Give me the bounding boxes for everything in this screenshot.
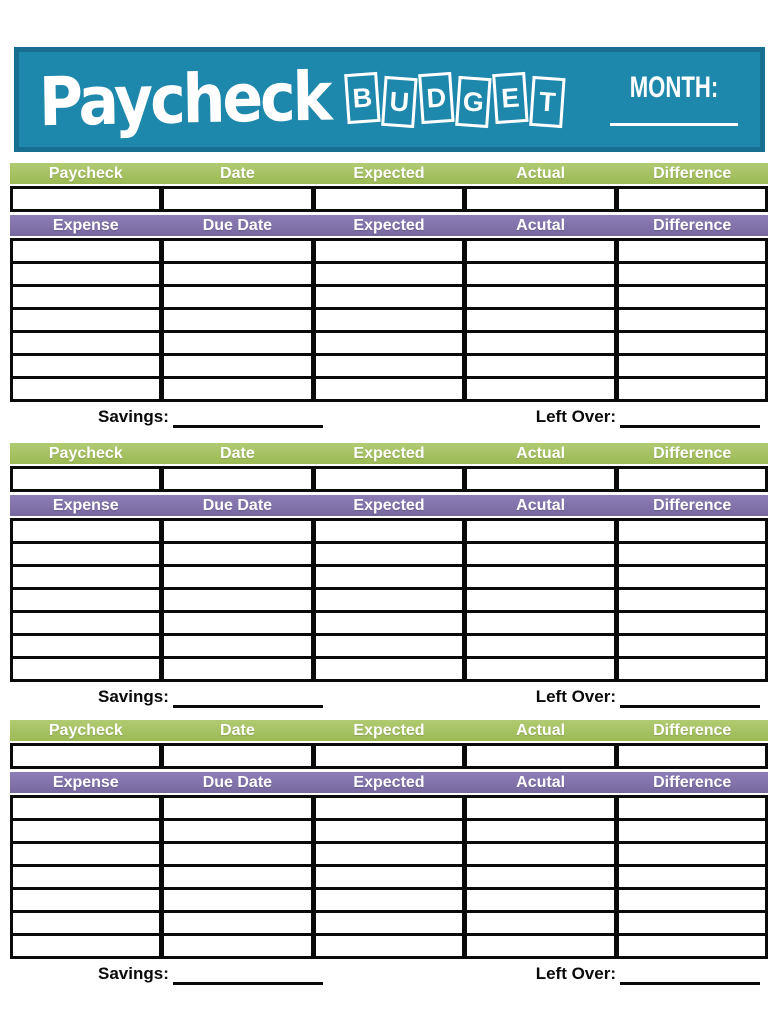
blank-cell	[13, 189, 159, 209]
column-header-actual: Actual	[516, 164, 566, 182]
blank-cell	[316, 310, 462, 330]
savings-label: Savings:	[98, 407, 169, 426]
paycheck-header-row	[10, 443, 768, 464]
blank-cell	[164, 310, 310, 330]
blank-cell	[316, 356, 462, 376]
column-header-paycheck: Paycheck	[48, 721, 123, 739]
column-header-actual: Actual	[516, 444, 566, 462]
blank-cell	[13, 544, 159, 564]
blank-cell	[316, 798, 462, 818]
blank-cell	[13, 356, 159, 376]
column-header-difference: Difference	[653, 773, 732, 791]
blank-cell	[467, 890, 613, 910]
column-header-due-date: Due Date	[202, 496, 273, 514]
blank-cell	[467, 844, 613, 864]
blank-cell	[164, 356, 310, 376]
budget-letter-tile: B	[344, 71, 380, 123]
blank-cell	[164, 659, 310, 679]
budget-letter-tile: D	[418, 71, 454, 123]
budget-letter-tile: E	[492, 71, 528, 123]
blank-cell	[619, 521, 765, 541]
blank-cell	[164, 913, 310, 933]
blank-cell	[13, 821, 159, 841]
blank-cell	[619, 241, 765, 261]
column-header-difference: Difference	[653, 216, 732, 234]
savings-blank-line	[173, 693, 323, 708]
blank-cell	[13, 567, 159, 587]
blank-cell	[13, 310, 159, 330]
budget-letter-tile: T	[529, 75, 565, 127]
expense-table	[10, 518, 768, 682]
column-header-expense: Expense	[52, 773, 119, 791]
blank-cell	[164, 636, 310, 656]
blank-cell	[316, 821, 462, 841]
blank-cell	[13, 936, 159, 956]
blank-cell	[467, 521, 613, 541]
month-label: MONTH:	[629, 69, 719, 103]
blank-cell	[316, 867, 462, 887]
column-header-date: Date	[220, 164, 255, 182]
column-header-date: Date	[220, 721, 255, 739]
blank-cell	[467, 333, 613, 353]
blank-cell	[619, 189, 765, 209]
blank-cell	[13, 379, 159, 399]
column-header-difference: Difference	[653, 496, 732, 514]
section-footer	[10, 964, 768, 990]
paycheck-header-row	[10, 163, 768, 184]
blank-cell	[619, 544, 765, 564]
blank-cell	[467, 913, 613, 933]
blank-cell	[13, 798, 159, 818]
blank-cell	[13, 844, 159, 864]
blank-cell	[316, 590, 462, 610]
blank-cell	[164, 936, 310, 956]
leftover-group	[536, 687, 760, 707]
column-header-expected: Expected	[353, 721, 425, 739]
blank-cell	[164, 567, 310, 587]
blank-cell	[619, 913, 765, 933]
blank-cell	[164, 333, 310, 353]
savings-label: Savings:	[98, 687, 169, 706]
savings-group	[98, 407, 323, 427]
blank-cell	[619, 798, 765, 818]
column-header-acutal: Acutal	[516, 216, 566, 234]
blank-cell	[467, 798, 613, 818]
blank-cell	[164, 613, 310, 633]
blank-cell	[164, 844, 310, 864]
blank-cell	[164, 521, 310, 541]
paycheck-table	[10, 186, 768, 212]
blank-cell	[316, 659, 462, 679]
blank-cell	[619, 613, 765, 633]
savings-group	[98, 687, 323, 707]
blank-cell	[13, 913, 159, 933]
blank-cell	[316, 890, 462, 910]
column-header-expected: Expected	[353, 496, 425, 514]
blank-cell	[164, 798, 310, 818]
blank-cell	[619, 264, 765, 284]
blank-cell	[619, 567, 765, 587]
blank-cell	[467, 821, 613, 841]
column-header-difference: Difference	[653, 164, 732, 182]
blank-cell	[13, 867, 159, 887]
blank-cell	[13, 241, 159, 261]
blank-cell	[164, 264, 310, 284]
blank-cell	[619, 636, 765, 656]
column-header-expense: Expense	[52, 496, 119, 514]
blank-cell	[467, 590, 613, 610]
expense-header-row	[10, 772, 768, 793]
column-header-date: Date	[220, 444, 255, 462]
blank-cell	[316, 613, 462, 633]
blank-cell	[316, 287, 462, 307]
blank-cell	[467, 379, 613, 399]
blank-cell	[316, 636, 462, 656]
blank-cell	[619, 936, 765, 956]
page-title-script: Paycheck	[38, 57, 331, 142]
blank-cell	[316, 469, 462, 489]
budget-section-2	[10, 443, 768, 713]
blank-cell	[13, 521, 159, 541]
column-header-due-date: Due Date	[202, 773, 273, 791]
savings-group	[98, 964, 323, 984]
blank-cell	[164, 590, 310, 610]
blank-cell	[164, 287, 310, 307]
leftover-group	[536, 964, 760, 984]
blank-cell	[316, 936, 462, 956]
blank-cell	[13, 636, 159, 656]
blank-cell	[467, 567, 613, 587]
blank-cell	[13, 287, 159, 307]
blank-cell	[619, 379, 765, 399]
paycheck-header-row	[10, 720, 768, 741]
blank-cell	[13, 469, 159, 489]
section-footer	[10, 687, 768, 713]
blank-cell	[467, 310, 613, 330]
blank-cell	[316, 844, 462, 864]
blank-cell	[164, 379, 310, 399]
month-block	[610, 69, 742, 126]
budget-letter-tile: G	[455, 75, 491, 127]
column-header-expense: Expense	[52, 216, 119, 234]
blank-cell	[316, 521, 462, 541]
blank-cell	[619, 659, 765, 679]
leftover-label: Left Over:	[535, 964, 616, 983]
blank-cell	[467, 746, 613, 766]
column-header-paycheck: Paycheck	[48, 164, 123, 182]
blank-cell	[164, 890, 310, 910]
blank-cell	[619, 746, 765, 766]
blank-cell	[316, 264, 462, 284]
budget-section-1	[10, 163, 768, 433]
blank-cell	[164, 189, 310, 209]
blank-cell	[316, 746, 462, 766]
column-header-acutal: Acutal	[516, 773, 566, 791]
column-header-expected: Expected	[353, 164, 425, 182]
blank-cell	[619, 287, 765, 307]
column-header-difference: Difference	[653, 444, 732, 462]
blank-cell	[467, 189, 613, 209]
paycheck-table	[10, 743, 768, 769]
leftover-label: Left Over:	[535, 687, 616, 706]
savings-blank-line	[173, 970, 323, 985]
blank-cell	[619, 821, 765, 841]
month-blank-line	[610, 123, 738, 126]
blank-cell	[467, 356, 613, 376]
paycheck-table	[10, 466, 768, 492]
blank-cell	[619, 333, 765, 353]
expense-table	[10, 795, 768, 959]
blank-cell	[619, 469, 765, 489]
leftover-blank-line	[620, 970, 760, 985]
blank-cell	[619, 867, 765, 887]
blank-cell	[13, 590, 159, 610]
blank-cell	[619, 356, 765, 376]
blank-cell	[467, 544, 613, 564]
blank-cell	[467, 659, 613, 679]
column-header-expected: Expected	[353, 444, 425, 462]
blank-cell	[164, 867, 310, 887]
blank-cell	[13, 264, 159, 284]
leftover-blank-line	[620, 693, 760, 708]
blank-cell	[316, 913, 462, 933]
savings-blank-line	[173, 413, 323, 428]
column-header-due-date: Due Date	[202, 216, 273, 234]
blank-cell	[467, 241, 613, 261]
column-header-expected: Expected	[353, 216, 425, 234]
blank-cell	[619, 590, 765, 610]
page-title-blocks	[346, 75, 568, 125]
leftover-label: Left Over:	[535, 407, 616, 426]
blank-cell	[164, 746, 310, 766]
blank-cell	[467, 264, 613, 284]
blank-cell	[164, 821, 310, 841]
blank-cell	[13, 333, 159, 353]
column-header-actual: Actual	[516, 721, 566, 739]
expense-table	[10, 238, 768, 402]
blank-cell	[619, 310, 765, 330]
blank-cell	[467, 636, 613, 656]
blank-cell	[467, 613, 613, 633]
blank-cell	[467, 287, 613, 307]
blank-cell	[467, 936, 613, 956]
blank-cell	[316, 333, 462, 353]
blank-cell	[316, 379, 462, 399]
budget-section-3	[10, 720, 768, 990]
blank-cell	[316, 567, 462, 587]
blank-cell	[467, 469, 613, 489]
blank-cell	[316, 241, 462, 261]
column-header-difference: Difference	[653, 721, 732, 739]
blank-cell	[164, 544, 310, 564]
blank-cell	[13, 890, 159, 910]
expense-header-row	[10, 215, 768, 236]
blank-cell	[619, 890, 765, 910]
blank-cell	[316, 544, 462, 564]
blank-cell	[619, 844, 765, 864]
blank-cell	[164, 241, 310, 261]
budget-letter-tile: U	[381, 75, 417, 127]
column-header-acutal: Acutal	[516, 496, 566, 514]
leftover-group	[536, 407, 760, 427]
leftover-blank-line	[620, 413, 760, 428]
blank-cell	[316, 189, 462, 209]
column-header-paycheck: Paycheck	[48, 444, 123, 462]
blank-cell	[164, 469, 310, 489]
blank-cell	[467, 867, 613, 887]
expense-header-row	[10, 495, 768, 516]
title-banner	[14, 47, 765, 152]
section-footer	[10, 407, 768, 433]
savings-label: Savings:	[98, 964, 169, 983]
blank-cell	[13, 659, 159, 679]
blank-cell	[13, 613, 159, 633]
column-header-expected: Expected	[353, 773, 425, 791]
blank-cell	[13, 746, 159, 766]
